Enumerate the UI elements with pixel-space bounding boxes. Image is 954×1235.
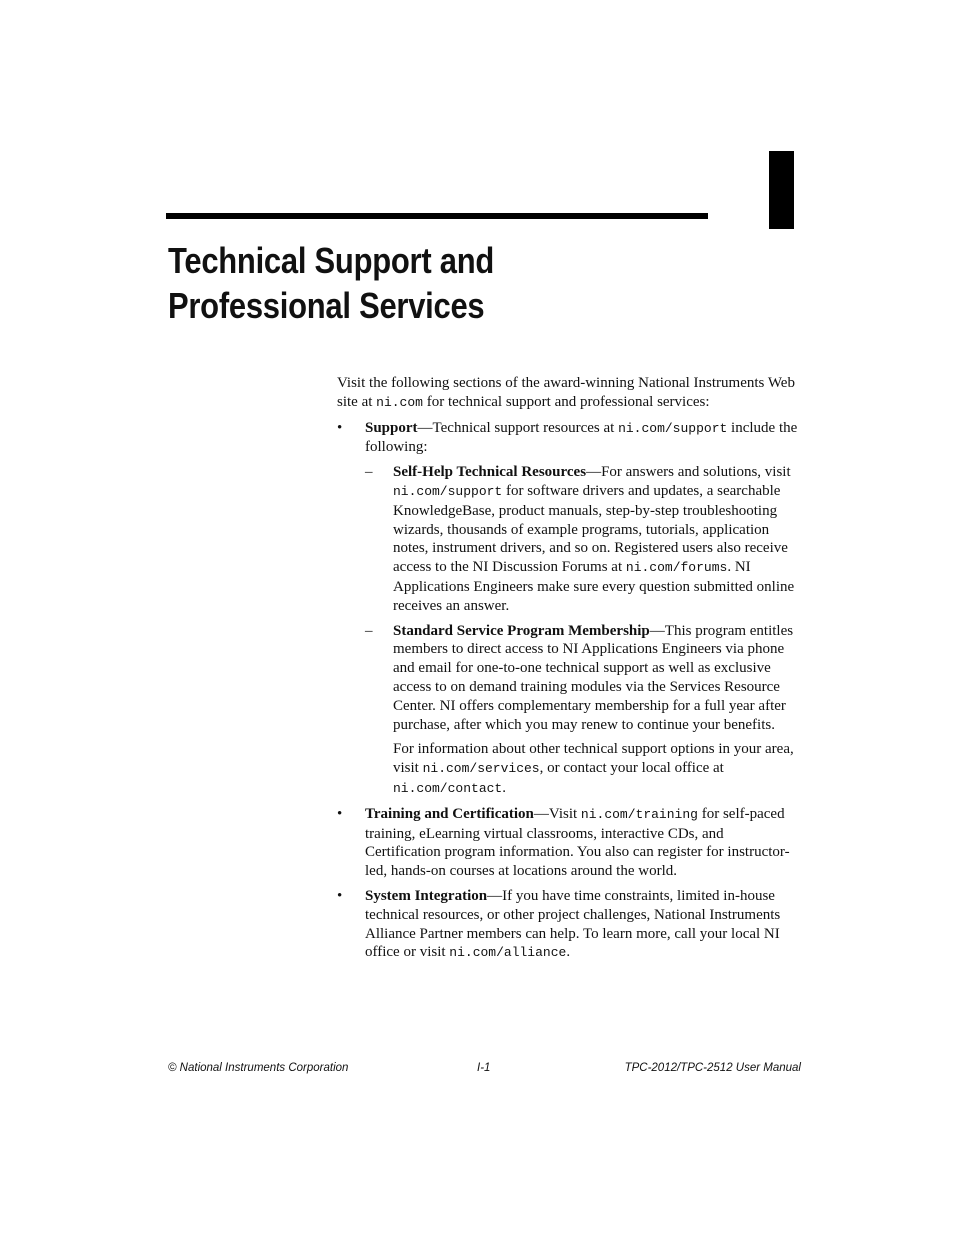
ssp-term: Standard Service Program Membership bbox=[393, 622, 650, 639]
self-help-desc-2: for software drivers and updates, a searchable KnowledgeBase, product manuals, step-by-step troubleshooting wizards, thousands of example programs, tutorials, application notes, instrument drivers, and so on. Registered users also receive access to the NI Discussion Forums at bbox=[393, 482, 788, 576]
alliance-link[interactable]: ni.com/alliance bbox=[449, 945, 567, 961]
integration-desc-end: . bbox=[566, 944, 571, 961]
services-link[interactable]: ni.com/services bbox=[422, 761, 540, 777]
dash-marker: – bbox=[365, 464, 373, 481]
bullet-marker: • bbox=[337, 805, 343, 822]
support-options-note bbox=[365, 740, 802, 798]
footer-manual-title: TPC-2012/TPC-2512 User Manual bbox=[624, 1062, 801, 1074]
title-line-1: Technical Support and bbox=[168, 240, 495, 281]
support-desc-end: include the following: bbox=[365, 419, 798, 456]
note-text-3: . bbox=[502, 779, 506, 796]
support-link[interactable]: ni.com/support bbox=[618, 420, 728, 436]
support-desc: —Technical support resources at bbox=[417, 419, 619, 436]
integration-term: System Integration bbox=[365, 887, 488, 904]
self-help-desc: —For answers and solutions, visit bbox=[586, 464, 791, 481]
list-item-support bbox=[337, 419, 802, 799]
note-text: For information about other technical support options in your area, visit bbox=[393, 741, 794, 777]
subitem-self-help bbox=[365, 463, 802, 615]
subitem-ssp bbox=[365, 622, 802, 735]
integration-text bbox=[365, 887, 802, 963]
support-term: Support bbox=[365, 419, 418, 436]
intro-text: Visit the following sections of the award-winning National Instruments Web site at bbox=[337, 375, 795, 410]
footer-copyright: © National Instruments Corporation bbox=[168, 1062, 349, 1074]
training-link[interactable]: ni.com/training bbox=[580, 806, 698, 822]
chapter-rule bbox=[166, 213, 708, 219]
integration-desc: —If you have time constraints, limited in-house technical resources, or other project challenges, National Instruments Alliance Partner members can help. To learn more, call your local NI office or visit bbox=[365, 887, 781, 961]
ssp-text bbox=[393, 622, 802, 735]
training-text bbox=[365, 805, 802, 881]
title-line-2: Professional Services bbox=[168, 285, 485, 326]
intro-text-end: for technical support and professional services: bbox=[422, 393, 710, 410]
ssp-desc: —This program entitles members to direct access to NI Applications Engineers via phone and email for one-to-one technical support as well as exclusive access to on demand training modules via the Services Resource Center. NI offers complementary membership for a full year after purchase, after which you may renew to continue your benefits. bbox=[393, 622, 794, 733]
intro-paragraph bbox=[337, 374, 802, 413]
page-footer bbox=[168, 1062, 801, 1078]
footer-page-number: I-1 bbox=[477, 1062, 491, 1074]
bullet-marker: • bbox=[337, 887, 343, 904]
page-title bbox=[168, 238, 684, 328]
support-text bbox=[365, 419, 802, 458]
list-item-integration bbox=[337, 887, 802, 963]
note-text-2: , or contact your local office at bbox=[539, 760, 724, 777]
bullet-marker: • bbox=[337, 419, 343, 436]
training-term: Training and Certification bbox=[365, 805, 534, 822]
self-help-text bbox=[393, 463, 802, 615]
self-help-term: Self-Help Technical Resources bbox=[393, 464, 587, 481]
ni-com-link[interactable]: ni.com bbox=[376, 394, 423, 410]
chapter-tab-marker bbox=[769, 151, 794, 229]
self-help-desc-3: . NI Applications Engineers make sure every question submitted online receives an answer. bbox=[393, 559, 795, 614]
list-item-training bbox=[337, 805, 802, 881]
body-text bbox=[337, 374, 802, 969]
self-help-support-link[interactable]: ni.com/support bbox=[393, 483, 503, 499]
training-desc-end: for self-paced training, eLearning virtual classrooms, interactive CDs, and Certification program information. You also can register for instructor-led, hands-on courses at locations around the world. bbox=[365, 805, 790, 880]
contact-link[interactable]: ni.com/contact bbox=[393, 780, 503, 796]
training-desc: —Visit bbox=[533, 805, 581, 822]
dash-marker: – bbox=[365, 622, 373, 639]
forums-link[interactable]: ni.com/forums bbox=[625, 560, 728, 576]
